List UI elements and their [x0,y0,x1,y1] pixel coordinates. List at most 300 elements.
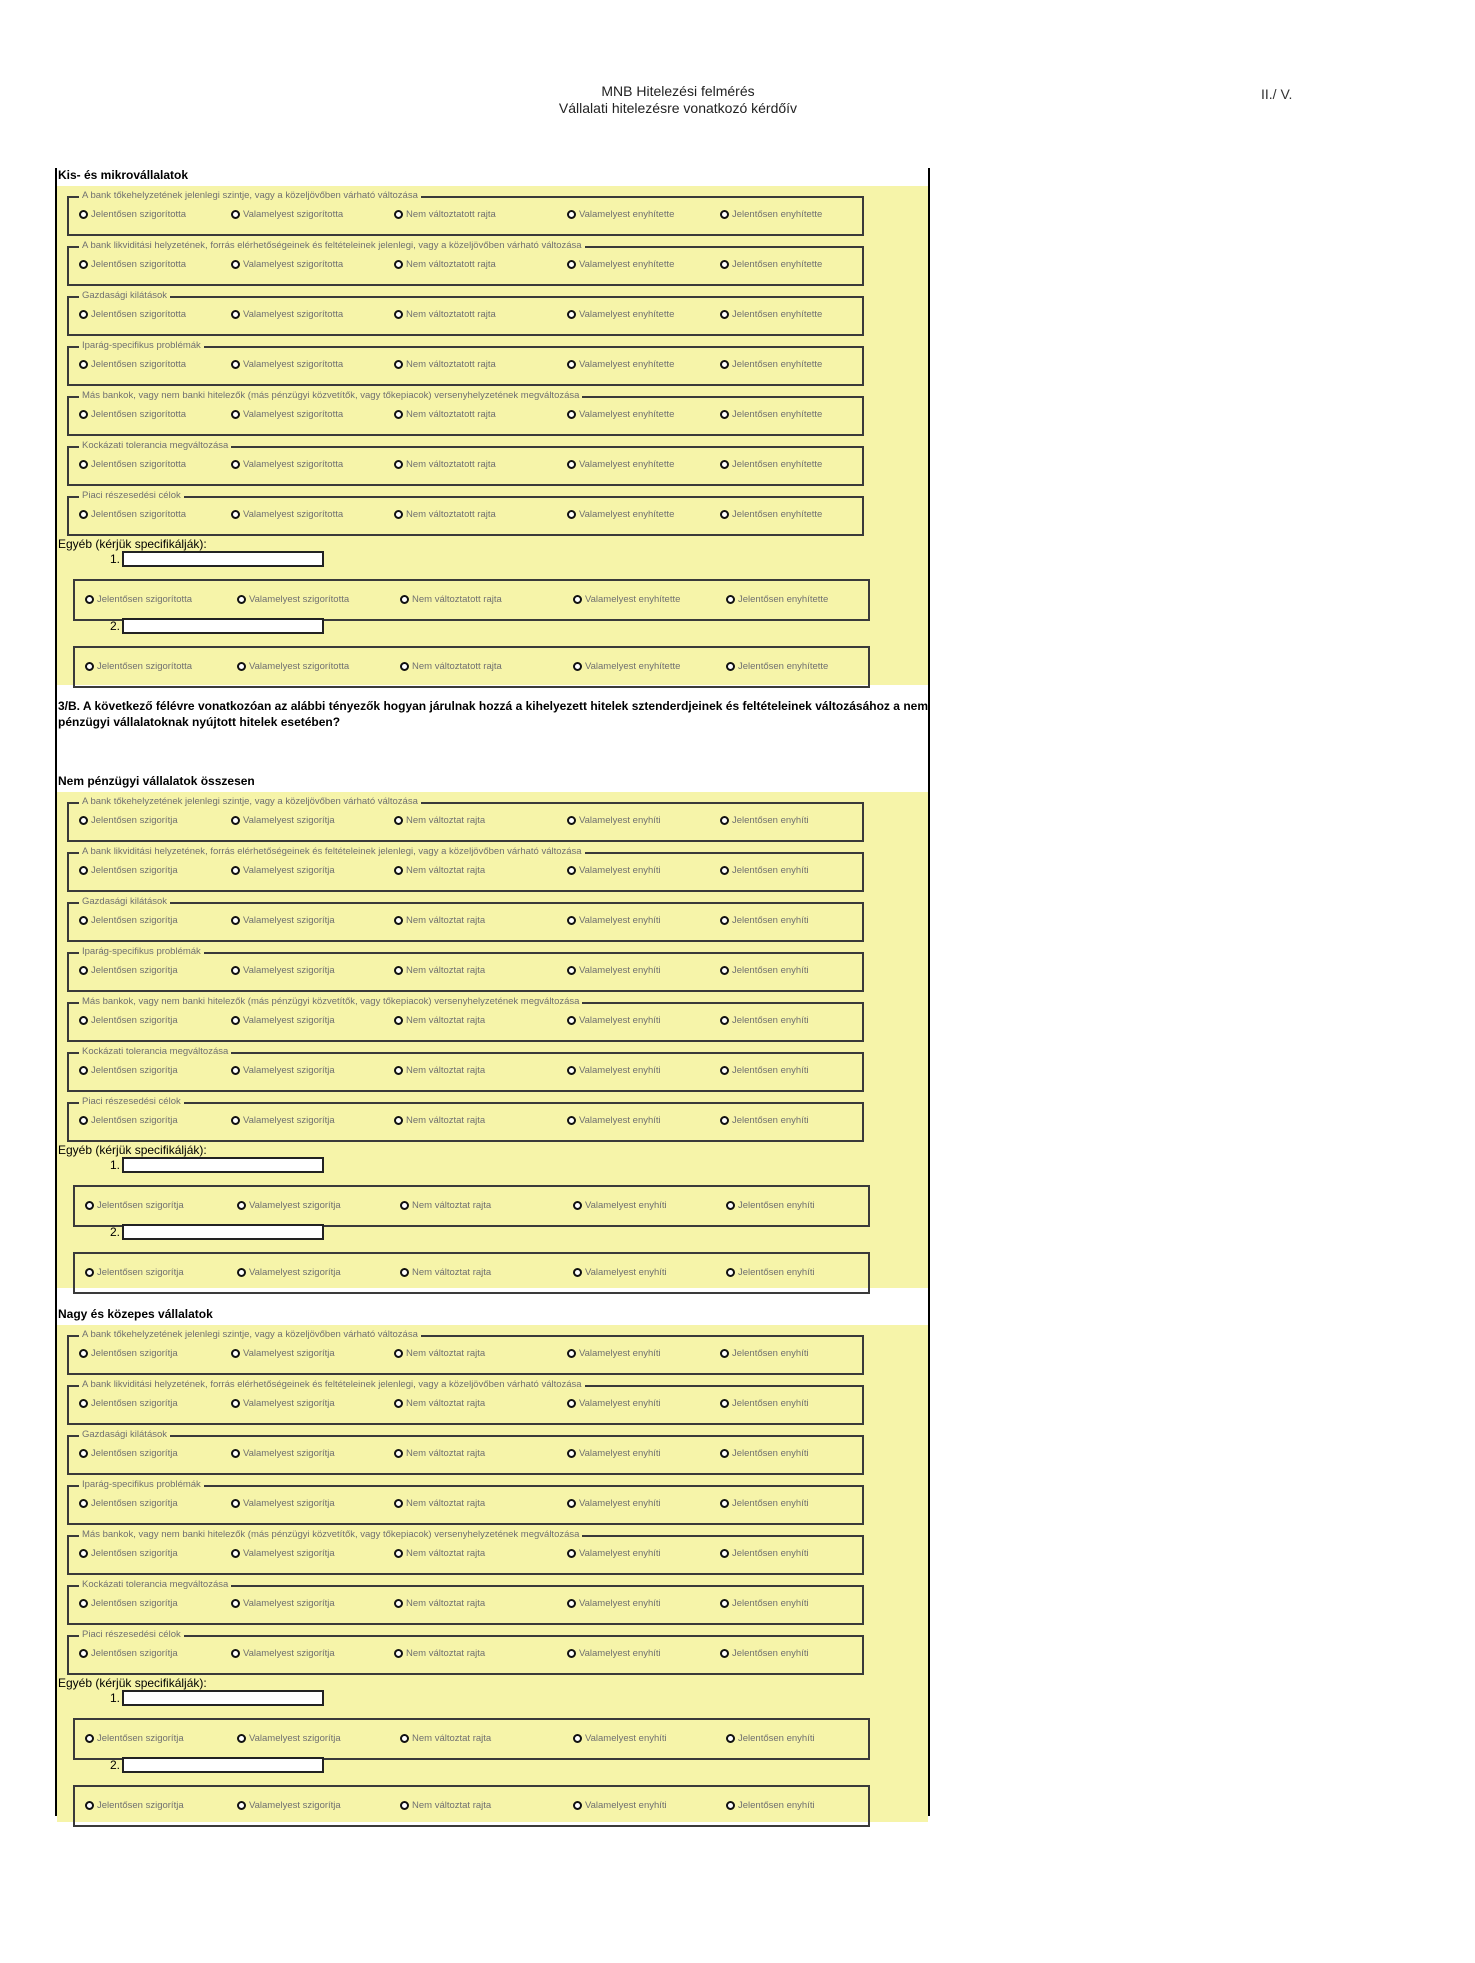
radio-button-icon[interactable] [394,360,403,369]
factor-2-option-2[interactable] [231,864,335,878]
radio-button-icon[interactable] [79,1549,88,1558]
radio-button-icon[interactable] [79,1599,88,1608]
radio-button-icon[interactable] [237,595,246,604]
factor-label: Kockázati tolerancia megváltozása [79,1046,231,1058]
other-1-option-1[interactable] [85,1199,184,1213]
factor-7-option-1[interactable] [79,1647,178,1661]
factor-4-option-3[interactable] [394,1497,485,1511]
radio-button-icon[interactable] [400,1801,409,1810]
radio-button-icon[interactable] [79,1449,88,1458]
option-label: Jelentősen szigorítja [91,1065,178,1076]
radio-button-icon[interactable] [237,1801,246,1810]
other-2-option-5[interactable] [726,660,828,674]
factor-4-option-1[interactable] [79,1497,178,1511]
radio-button-icon[interactable] [85,1801,94,1810]
factor-2-option-1[interactable] [79,1397,178,1411]
option-label: Nem változtatott rajta [406,309,496,320]
radio-button-icon[interactable] [394,460,403,469]
other-1-option-1[interactable] [85,593,192,607]
radio-button-icon[interactable] [400,1268,409,1277]
radio-button-icon[interactable] [231,310,240,319]
factor-3-option-1[interactable] [79,1447,178,1461]
radio-button-icon[interactable] [79,1499,88,1508]
factor-3-option-4[interactable] [567,308,674,322]
radio-button-icon[interactable] [720,966,729,975]
radio-button-icon[interactable] [394,260,403,269]
radio-button-icon[interactable] [567,410,576,419]
factor-6-option-2[interactable] [231,458,343,472]
factor-2-option-5[interactable] [720,258,822,272]
radio-button-icon[interactable] [720,1599,729,1608]
factor-7-option-3[interactable] [394,1647,485,1661]
radio-button-icon[interactable] [400,1734,409,1743]
factor-6-option-5[interactable] [720,458,822,472]
factor-3-option-2[interactable] [231,308,343,322]
factor-1-option-4[interactable] [567,814,661,828]
radio-button-icon[interactable] [394,410,403,419]
factor-7-option-3[interactable] [394,508,496,522]
factor-7-option-2[interactable] [231,1647,335,1661]
factor-5-option-5[interactable] [720,1547,809,1561]
factor-5-option-5[interactable] [720,1014,809,1028]
factor-7-option-1[interactable] [79,1114,178,1128]
radio-button-icon[interactable] [394,1499,403,1508]
radio-button-icon[interactable] [231,460,240,469]
radio-button-icon[interactable] [237,662,246,671]
radio-button-icon[interactable] [567,1066,576,1075]
factor-1-option-1[interactable] [79,814,178,828]
factor-7-option-1[interactable] [79,508,186,522]
other-specify-input[interactable] [122,1757,324,1773]
radio-button-icon[interactable] [394,916,403,925]
radio-button-icon[interactable] [720,1499,729,1508]
factor-4-option-4[interactable] [567,964,661,978]
page-header [0,83,1356,117]
factor-3-option-5[interactable] [720,1447,809,1461]
factor-5-option-3[interactable] [394,408,496,422]
radio-button-icon[interactable] [567,1449,576,1458]
radio-button-icon[interactable] [394,866,403,875]
radio-button-icon[interactable] [394,966,403,975]
radio-button-icon[interactable] [231,866,240,875]
radio-button-icon[interactable] [567,1016,576,1025]
radio-button-icon[interactable] [720,1549,729,1558]
radio-button-icon[interactable] [394,310,403,319]
other-2-option-1[interactable] [85,1799,184,1813]
factor-6-option-3[interactable] [394,458,496,472]
radio-button-icon[interactable] [394,1599,403,1608]
factor-1-option-5[interactable] [720,1347,809,1361]
factor-6-option-1[interactable] [79,458,186,472]
radio-button-icon[interactable] [726,1801,735,1810]
radio-button-icon[interactable] [726,595,735,604]
radio-button-icon[interactable] [79,260,88,269]
factor-2-option-4[interactable] [567,864,661,878]
option-label: Nem változtat rajta [412,1733,492,1744]
factor-4-option-4[interactable] [567,1497,661,1511]
other-1-option-3[interactable] [400,1732,491,1746]
factor-7-option-2[interactable] [231,508,343,522]
other-specify-input[interactable] [122,618,324,634]
radio-button-icon[interactable] [567,260,576,269]
factor-5-option-4[interactable] [567,1547,661,1561]
radio-button-icon[interactable] [231,410,240,419]
radio-button-icon[interactable] [237,1268,246,1277]
other-specify-input[interactable] [122,1224,324,1240]
other-1-option-4[interactable] [573,593,680,607]
radio-button-icon[interactable] [567,1649,576,1658]
radio-button-icon[interactable] [394,1016,403,1025]
radio-button-icon[interactable] [567,816,576,825]
radio-button-icon[interactable] [726,1268,735,1277]
radio-button-icon[interactable] [400,1201,409,1210]
factor-2-option-2[interactable] [231,258,343,272]
radio-button-icon[interactable] [567,210,576,219]
factor-6-option-5[interactable] [720,1064,809,1078]
factor-2-option-1[interactable] [79,864,178,878]
radio-button-icon[interactable] [400,662,409,671]
radio-button-icon[interactable] [231,1016,240,1025]
factor-4-option-4[interactable] [567,358,674,372]
radio-button-icon[interactable] [567,916,576,925]
radio-button-icon[interactable] [79,210,88,219]
radio-button-icon[interactable] [720,916,729,925]
factor-5-option-2[interactable] [231,1014,335,1028]
factor-6-option-2[interactable] [231,1064,335,1078]
radio-button-icon[interactable] [231,916,240,925]
radio-button-icon[interactable] [720,1399,729,1408]
other-specify-input[interactable] [122,551,324,567]
radio-button-icon[interactable] [720,1116,729,1125]
radio-button-icon[interactable] [567,310,576,319]
radio-button-icon[interactable] [567,966,576,975]
radio-button-icon[interactable] [720,410,729,419]
option-label: Valamelyest szigorítja [243,1648,335,1659]
radio-button-icon[interactable] [726,662,735,671]
radio-button-icon[interactable] [231,1116,240,1125]
factor-7-option-4[interactable] [567,1114,661,1128]
other-1-option-2[interactable] [237,593,349,607]
factor-7-option-2[interactable] [231,1114,335,1128]
factor-6-option-3[interactable] [394,1064,485,1078]
other-2-option-2[interactable] [237,1266,341,1280]
factor-6-option-1[interactable] [79,1064,178,1078]
factor-7-option-3[interactable] [394,1114,485,1128]
other-2-option-1[interactable] [85,1266,184,1280]
radio-button-icon[interactable] [400,595,409,604]
factor-2-option-5[interactable] [720,1397,809,1411]
radio-button-icon[interactable] [720,816,729,825]
factor-4-option-2[interactable] [231,964,335,978]
radio-button-icon[interactable] [394,1649,403,1658]
radio-button-icon[interactable] [79,1116,88,1125]
factor-4-option-5[interactable] [720,1497,809,1511]
factor-2-option-4[interactable] [567,258,674,272]
other-1-option-2[interactable] [237,1199,341,1213]
factor-1-option-2[interactable] [231,814,335,828]
radio-button-icon[interactable] [79,460,88,469]
factor-1-option-5[interactable] [720,814,809,828]
radio-button-icon[interactable] [85,1201,94,1210]
other-specify-input[interactable] [122,1157,324,1173]
factor-5-option-3[interactable] [394,1547,485,1561]
factor-2-option-3[interactable] [394,1397,485,1411]
radio-button-icon[interactable] [567,1349,576,1358]
radio-button-icon[interactable] [231,1499,240,1508]
radio-button-icon[interactable] [394,816,403,825]
radio-button-icon[interactable] [394,1549,403,1558]
radio-button-icon[interactable] [567,1116,576,1125]
radio-button-icon[interactable] [394,510,403,519]
factor-6-option-4[interactable] [567,1064,661,1078]
right-border [928,168,930,1816]
factor-5-option-2[interactable] [231,1547,335,1561]
factor-5-option-4[interactable] [567,408,674,422]
option-label: Valamelyest szigorítja [243,1065,335,1076]
other-1-option-5[interactable] [726,1732,815,1746]
factor-4-option-2[interactable] [231,1497,335,1511]
radio-button-icon[interactable] [79,1016,88,1025]
radio-button-icon[interactable] [231,260,240,269]
radio-button-icon[interactable] [79,1066,88,1075]
other-2-option-5[interactable] [726,1266,815,1280]
factor-group [67,190,864,236]
factor-4-option-2[interactable] [231,358,343,372]
factor-6-option-2[interactable] [231,1597,335,1611]
radio-button-icon[interactable] [85,1268,94,1277]
other-specify-input[interactable] [122,1690,324,1706]
option-label: Jelentősen szigorítja [91,915,178,926]
other-2-option-3[interactable] [400,1266,491,1280]
radio-button-icon[interactable] [567,1399,576,1408]
option-label: Jelentősen enyhítette [732,459,823,470]
other-2-option-3[interactable] [400,660,502,674]
radio-button-icon[interactable] [573,1801,582,1810]
factor-6-option-4[interactable] [567,1597,661,1611]
radio-button-icon[interactable] [573,662,582,671]
other-1-option-4[interactable] [573,1732,667,1746]
factor-1-option-5[interactable] [720,208,822,222]
radio-button-icon[interactable] [394,1116,403,1125]
radio-button-icon[interactable] [720,360,729,369]
radio-button-icon[interactable] [726,1201,735,1210]
radio-button-icon[interactable] [231,816,240,825]
radio-button-icon[interactable] [567,866,576,875]
radio-button-icon[interactable] [79,966,88,975]
radio-button-icon[interactable] [394,1399,403,1408]
factor-1-option-1[interactable] [79,208,186,222]
factor-7-option-4[interactable] [567,1647,661,1661]
radio-button-icon[interactable] [567,510,576,519]
radio-button-icon[interactable] [720,210,729,219]
option-label: Valamelyest enyhíti [579,1548,661,1559]
factor-1-option-4[interactable] [567,1347,661,1361]
factor-7-option-5[interactable] [720,1647,809,1661]
radio-button-icon[interactable] [394,1349,403,1358]
radio-button-icon[interactable] [567,1499,576,1508]
radio-button-icon[interactable] [237,1734,246,1743]
radio-button-icon[interactable] [726,1734,735,1743]
factor-6-option-4[interactable] [567,458,674,472]
other-1-option-3[interactable] [400,593,502,607]
radio-button-icon[interactable] [85,1734,94,1743]
radio-button-icon[interactable] [85,595,94,604]
factor-4-option-5[interactable] [720,358,822,372]
radio-button-icon[interactable] [567,1599,576,1608]
factor-label: Kockázati tolerancia megváltozása [79,1579,231,1591]
factor-5-option-4[interactable] [567,1014,661,1028]
radio-button-icon[interactable] [231,1399,240,1408]
radio-button-icon[interactable] [85,662,94,671]
radio-button-icon[interactable] [720,260,729,269]
other-2-option-2[interactable] [237,1799,341,1813]
radio-button-icon[interactable] [720,1449,729,1458]
radio-button-icon[interactable] [79,1349,88,1358]
factor-3-option-1[interactable] [79,914,178,928]
factor-5-option-2[interactable] [231,408,343,422]
factor-2-option-1[interactable] [79,258,186,272]
radio-button-icon[interactable] [720,1349,729,1358]
radio-button-icon[interactable] [573,1201,582,1210]
factor-3-option-4[interactable] [567,914,661,928]
radio-button-icon[interactable] [79,360,88,369]
radio-button-icon[interactable] [79,816,88,825]
radio-button-icon[interactable] [231,1549,240,1558]
other-1-option-4[interactable] [573,1199,667,1213]
other-1-option-2[interactable] [237,1732,341,1746]
factor-4-option-1[interactable] [79,964,178,978]
factor-4-option-3[interactable] [394,358,496,372]
factor-6-option-3[interactable] [394,1597,485,1611]
factor-7-option-5[interactable] [720,508,822,522]
radio-button-icon[interactable] [573,1734,582,1743]
radio-button-icon[interactable] [720,1066,729,1075]
factor-2-option-5[interactable] [720,864,809,878]
radio-button-icon[interactable] [231,966,240,975]
radio-button-icon[interactable] [567,360,576,369]
radio-button-icon[interactable] [231,1599,240,1608]
radio-button-icon[interactable] [79,310,88,319]
option-label: Valamelyest szigorítja [243,815,335,826]
radio-button-icon[interactable] [231,510,240,519]
other-1-option-5[interactable] [726,1199,815,1213]
factor-1-option-3[interactable] [394,208,496,222]
factor-1-option-2[interactable] [231,1347,335,1361]
factor-3-option-2[interactable] [231,914,335,928]
radio-button-icon[interactable] [567,460,576,469]
radio-button-icon[interactable] [720,866,729,875]
factor-4-option-3[interactable] [394,964,485,978]
option-label: Valamelyest szigorítja [243,1548,335,1559]
factor-3-option-3[interactable] [394,1447,485,1461]
radio-button-icon[interactable] [720,460,729,469]
factor-3-option-5[interactable] [720,308,822,322]
option-label: Jelentősen szigorította [91,509,187,520]
radio-button-icon[interactable] [231,1066,240,1075]
radio-button-icon[interactable] [231,360,240,369]
factor-4-option-5[interactable] [720,964,809,978]
other-1-option-1[interactable] [85,1732,184,1746]
factor-2-option-3[interactable] [394,864,485,878]
radio-button-icon[interactable] [567,1549,576,1558]
factor-1-option-3[interactable] [394,814,485,828]
factor-7-option-4[interactable] [567,508,674,522]
factor-4-option-1[interactable] [79,358,186,372]
other-2-option-5[interactable] [726,1799,815,1813]
other-2-option-4[interactable] [573,1266,667,1280]
radio-button-icon[interactable] [231,1449,240,1458]
factor-3-option-2[interactable] [231,1447,335,1461]
factor-3-option-3[interactable] [394,308,496,322]
factor-6-option-1[interactable] [79,1597,178,1611]
factor-7-option-5[interactable] [720,1114,809,1128]
factor-group [67,390,864,436]
factor-6-option-5[interactable] [720,1597,809,1611]
factor-2-option-4[interactable] [567,1397,661,1411]
factor-5-option-3[interactable] [394,1014,485,1028]
factor-group [67,846,864,892]
radio-button-icon[interactable] [79,916,88,925]
factor-1-option-2[interactable] [231,208,343,222]
radio-button-icon[interactable] [231,210,240,219]
factor-1-option-4[interactable] [567,208,674,222]
other-1-option-3[interactable] [400,1199,491,1213]
other-2-option-3[interactable] [400,1799,491,1813]
radio-button-icon[interactable] [394,1066,403,1075]
option-label: Jelentősen szigorította [91,309,187,320]
radio-button-icon[interactable] [79,866,88,875]
radio-button-icon[interactable] [79,510,88,519]
factor-5-option-1[interactable] [79,408,186,422]
factor-5-option-1[interactable] [79,1547,178,1561]
factor-2-option-3[interactable] [394,258,496,272]
other-2-option-4[interactable] [573,660,680,674]
factor-1-option-3[interactable] [394,1347,485,1361]
radio-button-icon[interactable] [573,595,582,604]
option-label: Jelentősen enyhítette [738,594,829,605]
factor-2-option-2[interactable] [231,1397,335,1411]
radio-button-icon[interactable] [573,1268,582,1277]
radio-button-icon[interactable] [720,1016,729,1025]
other-item-number: 1. [110,1691,121,1705]
radio-button-icon[interactable] [79,1399,88,1408]
option-label: Valamelyest enyhíti [579,1065,661,1076]
radio-button-icon[interactable] [720,310,729,319]
factor-3-option-3[interactable] [394,914,485,928]
radio-button-icon[interactable] [231,1349,240,1358]
other-2-option-2[interactable] [237,660,349,674]
radio-button-icon[interactable] [79,410,88,419]
option-label: Jelentősen enyhíti [732,1598,809,1609]
factor-3-option-1[interactable] [79,308,186,322]
radio-button-icon[interactable] [394,210,403,219]
radio-button-icon[interactable] [720,1649,729,1658]
radio-button-icon[interactable] [720,510,729,519]
other-1-option-5[interactable] [726,593,828,607]
factor-3-option-5[interactable] [720,914,809,928]
other-2-option-4[interactable] [573,1799,667,1813]
factor-5-option-1[interactable] [79,1014,178,1028]
radio-button-icon[interactable] [394,1449,403,1458]
radio-button-icon[interactable] [231,1649,240,1658]
radio-button-icon[interactable] [237,1201,246,1210]
radio-button-icon[interactable] [79,1649,88,1658]
other-2-option-1[interactable] [85,660,192,674]
option-label: Jelentősen enyhíti [738,1733,815,1744]
factor-1-option-1[interactable] [79,1347,178,1361]
factor-3-option-4[interactable] [567,1447,661,1461]
factor-5-option-5[interactable] [720,408,822,422]
